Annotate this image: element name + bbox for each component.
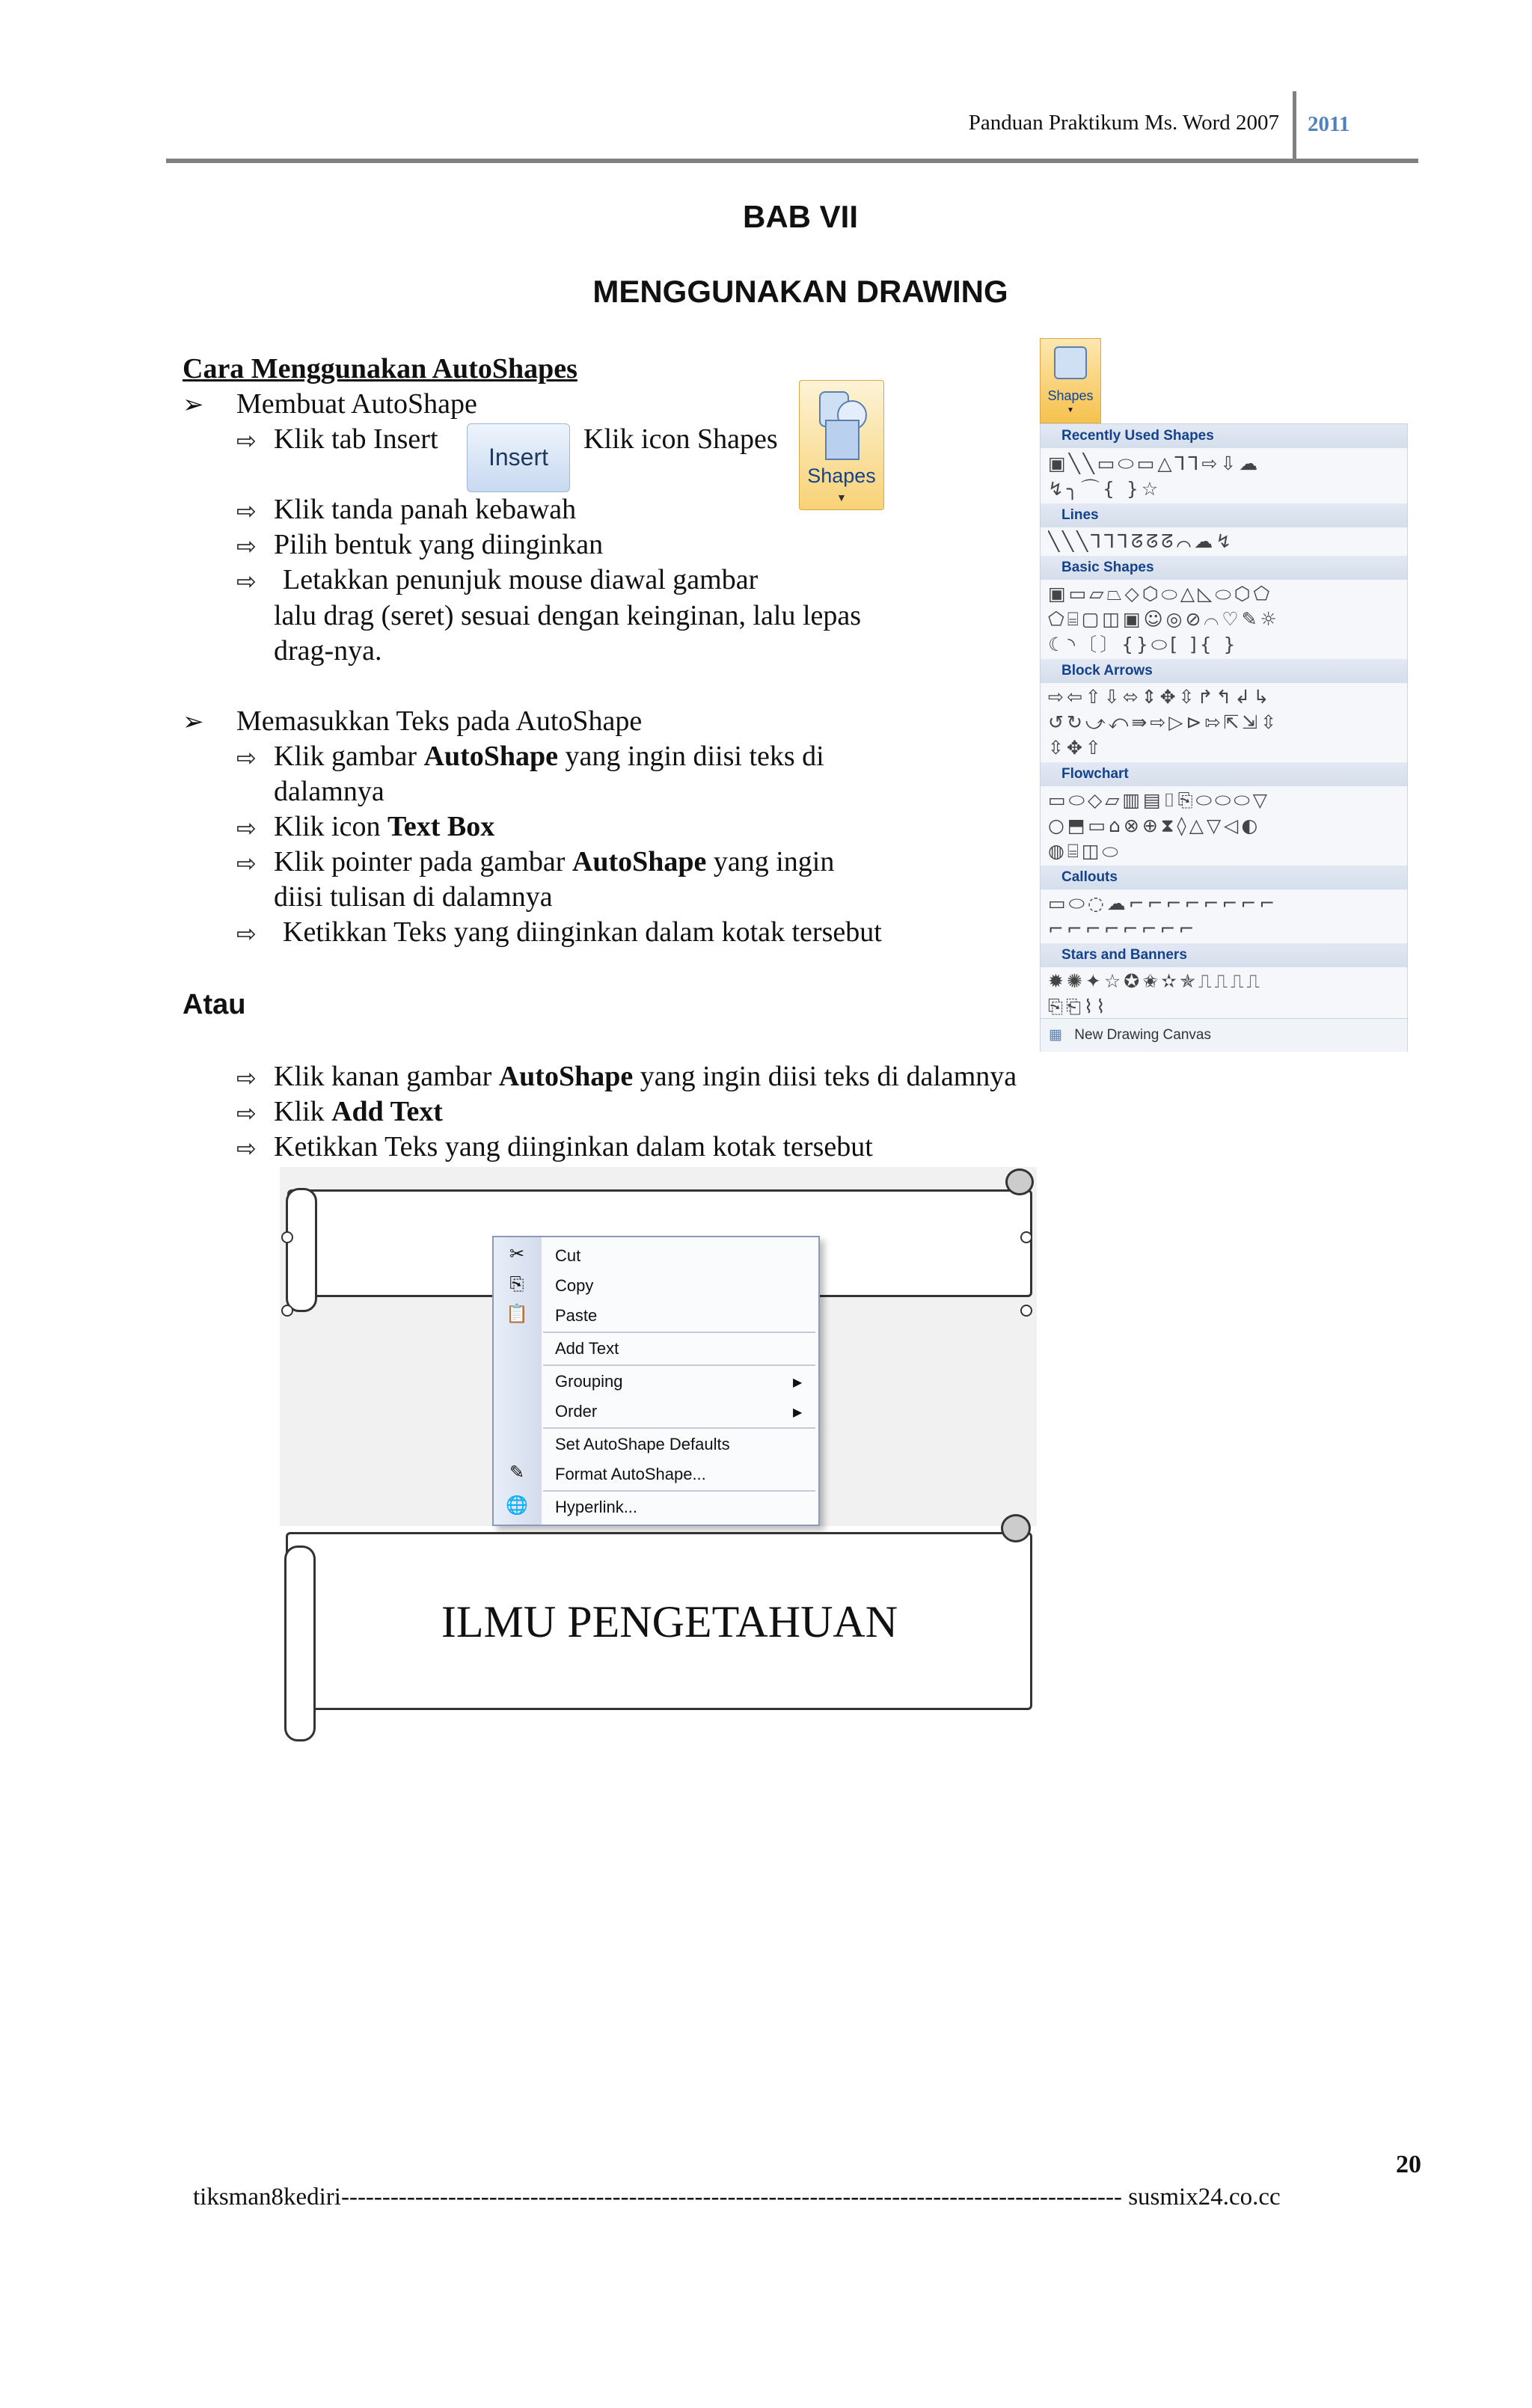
header-title: Panduan Praktikum Ms. Word 2007 — [968, 111, 1279, 135]
resize-handle[interactable] — [1020, 1305, 1032, 1317]
step-text: Klik Add Text — [274, 1096, 443, 1127]
step-text: dalamnya — [274, 776, 384, 807]
shapes-gallery-label: Shapes — [1047, 388, 1094, 403]
menu-item-paste[interactable]: Paste — [555, 1306, 598, 1325]
shapes-icon-square — [825, 420, 860, 460]
arrow-icon: ⇨ — [236, 1064, 257, 1091]
arrow-icon: ⇨ — [236, 1100, 257, 1127]
scroll-curl-left — [286, 1188, 317, 1312]
step-text: Klik icon Text Box — [274, 811, 495, 842]
bullet-text: Memasukkan Teks pada AutoShape — [236, 705, 643, 737]
shape-row[interactable]: ▣▭▱⏢◇⬡⬭△◺⬭⬡⬠ — [1048, 583, 1273, 604]
chapter-title: BAB VII — [742, 199, 858, 234]
shape-row[interactable]: ↯╮⌒{ }☆ — [1048, 478, 1162, 500]
shape-row[interactable]: ⇳✥⇧ — [1048, 737, 1104, 759]
header-year: 2011 — [1308, 112, 1350, 136]
shape-row[interactable]: ⇨⇦⇧⇩⬄⇕✥⇳↱↰↲↳ — [1048, 686, 1272, 708]
shape-row[interactable]: ↺↻⤻⤺⇛⇨▷⊳⇰⇱⇲⇳ — [1048, 711, 1280, 733]
shapes-icon — [1054, 346, 1087, 379]
section-heading: Cara Menggunakan AutoShapes — [183, 353, 577, 385]
canvas-icon: ▦ — [1049, 1027, 1062, 1043]
arrow-icon: ⇨ — [236, 568, 257, 595]
step-text: Letakkan penunjuk mouse diawal gambar — [283, 564, 759, 595]
step-text: Pilih bentuk yang diinginkan — [274, 529, 604, 560]
arrow-icon: ⇨ — [236, 850, 257, 877]
step-text: Klik tab Insert — [274, 423, 438, 455]
shape-row[interactable]: ◍⌸◫⬭ — [1048, 840, 1121, 862]
shape-row[interactable]: ╲╲╲⅂⅂⅂ᘔᘔᘔ⌒☁↯ — [1048, 530, 1235, 552]
menu-separator — [543, 1490, 815, 1492]
header-divider — [1293, 91, 1296, 160]
menu-separator — [543, 1332, 815, 1333]
chevron-down-icon: ▼ — [1067, 406, 1074, 414]
chevron-down-icon: ▼ — [836, 493, 847, 504]
arrow-icon: ⇨ — [236, 427, 257, 454]
insert-tab-button[interactable] — [467, 423, 570, 492]
footer-line — [193, 2184, 1421, 2211]
shape-row[interactable]: ○⬒▭⌂⊗⊕⧗◊△▽◁◐ — [1048, 815, 1261, 836]
paste-icon: 📋 — [506, 1305, 528, 1324]
insert-tab-label: Insert — [488, 444, 549, 471]
arrow-icon: ⇨ — [236, 497, 257, 524]
step-text: Klik tanda panah kebawah — [274, 494, 577, 525]
shapes-gallery — [1040, 423, 1408, 1052]
menu-item-set-defaults[interactable]: Set AutoShape Defaults — [555, 1435, 730, 1453]
footer-dashes: ----------------------------------------------------------------------------------------------- — [340, 2184, 1122, 2211]
menu-item-grouping[interactable]: Grouping — [555, 1372, 623, 1391]
menu-separator — [543, 1427, 815, 1429]
arrow-icon: ⇨ — [236, 533, 257, 560]
step-text: Klik icon Shapes — [583, 423, 778, 455]
scroll-curl-right — [1005, 1168, 1034, 1195]
header-rule — [166, 159, 1418, 163]
submenu-arrow-icon: ▶ — [793, 1406, 803, 1419]
arrow-icon: ⇨ — [236, 920, 257, 947]
scroll-text: ILMU PENGETAHUAN — [441, 1597, 898, 1646]
arrow-icon: ⇨ — [236, 744, 257, 771]
context-menu — [492, 1236, 820, 1526]
step-text: Klik kanan gambar AutoShape yang ingin diisi teks di dalamnya — [274, 1061, 1017, 1092]
menu-item-format-autoshape[interactable]: Format AutoShape... — [555, 1465, 706, 1483]
resize-handle[interactable] — [1020, 1231, 1032, 1243]
resize-handle[interactable] — [281, 1305, 293, 1317]
category-lines: Lines — [1041, 503, 1407, 527]
footer-right: susmix24.co.cc — [1128, 2184, 1281, 2211]
resize-handle[interactable] — [281, 1231, 293, 1243]
menu-item-add-text[interactable]: Add Text — [555, 1339, 619, 1358]
step-text: drag-nya. — [274, 635, 382, 667]
step-text: diisi tulisan di dalamnya — [274, 881, 553, 913]
bullet-text: Membuat AutoShape — [236, 388, 477, 420]
shape-row[interactable]: ⬠⌸▢◫▣☺◎⊘⌒♡✎☼ — [1048, 608, 1280, 630]
atau-heading: Atau — [183, 989, 246, 1020]
shapes-gallery-button[interactable] — [1040, 338, 1101, 423]
arrow-icon: ⇨ — [236, 1135, 257, 1162]
shape-row[interactable]: ▭⬭◇▱▥▤⌷⎘⬭⬭⬭▽ — [1048, 789, 1270, 811]
category-flowchart: Flowchart — [1041, 762, 1407, 786]
new-drawing-canvas-label: New Drawing Canvas — [1074, 1027, 1211, 1043]
step-text: lalu drag (seret) sesuai dengan keinginan, lalu lepas — [274, 600, 862, 631]
chapter-subtitle: MENGGUNAKAN DRAWING — [592, 274, 1008, 309]
shape-row[interactable]: ▣╲╲▭⬭▭△⅂⅂⇨⇩☁ — [1048, 453, 1261, 474]
shape-row[interactable]: ☾◝〔〕{}⬭[ ]{ } — [1048, 634, 1239, 655]
format-shape-icon: ✎ — [509, 1463, 525, 1483]
hyperlink-icon: 🌐 — [506, 1496, 528, 1516]
submenu-arrow-icon: ▶ — [793, 1376, 803, 1389]
shape-row[interactable]: ✹✺✦☆✪✬✫✯⎍⎍⎍⎍ — [1048, 970, 1263, 992]
copy-icon: ⎘ — [509, 1275, 524, 1294]
shape-row[interactable]: ▭⬭◌☁⌐⌐⌐⌐⌐⌐⌐⌐ — [1048, 892, 1278, 914]
category-stars-banners: Stars and Banners — [1041, 943, 1407, 967]
step-text: Ketikkan Teks yang diinginkan dalam kotak tersebut — [283, 916, 882, 948]
menu-separator — [543, 1364, 815, 1366]
category-callouts: Callouts — [1041, 866, 1407, 889]
category-basic-shapes: Basic Shapes — [1041, 556, 1407, 580]
bullet-icon: ➢ — [183, 708, 204, 736]
shapes-button-label: Shapes — [807, 465, 876, 487]
new-drawing-canvas-item[interactable] — [1041, 1018, 1407, 1052]
shape-row[interactable]: ⌐⌐⌐⌐⌐⌐⌐⌐ — [1048, 918, 1198, 940]
category-block-arrows: Block Arrows — [1041, 659, 1407, 683]
step-text: Klik gambar AutoShape yang ingin diisi teks di — [274, 741, 824, 772]
scroll-curl-right — [1001, 1514, 1031, 1542]
scissors-icon: ✂ — [509, 1245, 525, 1264]
bullet-icon: ➢ — [183, 391, 204, 419]
step-text: Ketikkan Teks yang diinginkan dalam kotak tersebut — [274, 1131, 873, 1162]
menu-item-order[interactable]: Order — [555, 1402, 598, 1421]
step-text: Klik pointer pada gambar AutoShape yang ingin — [274, 846, 835, 877]
arrow-icon: ⇨ — [236, 815, 257, 842]
shapes-button[interactable] — [799, 380, 884, 510]
footer-left: tiksman8kediri — [193, 2184, 341, 2211]
bullet-membuat — [183, 387, 204, 423]
menu-item-hyperlink[interactable]: Hyperlink... — [555, 1498, 638, 1516]
category-recently-used: Recently Used Shapes — [1041, 424, 1407, 448]
page-number: 20 — [1396, 2151, 1421, 2178]
shape-row[interactable]: ⎘⎗⌇⌇ — [1048, 996, 1109, 1017]
menu-item-copy[interactable]: Copy — [555, 1276, 594, 1295]
menu-item-cut[interactable]: Cut — [555, 1246, 581, 1265]
